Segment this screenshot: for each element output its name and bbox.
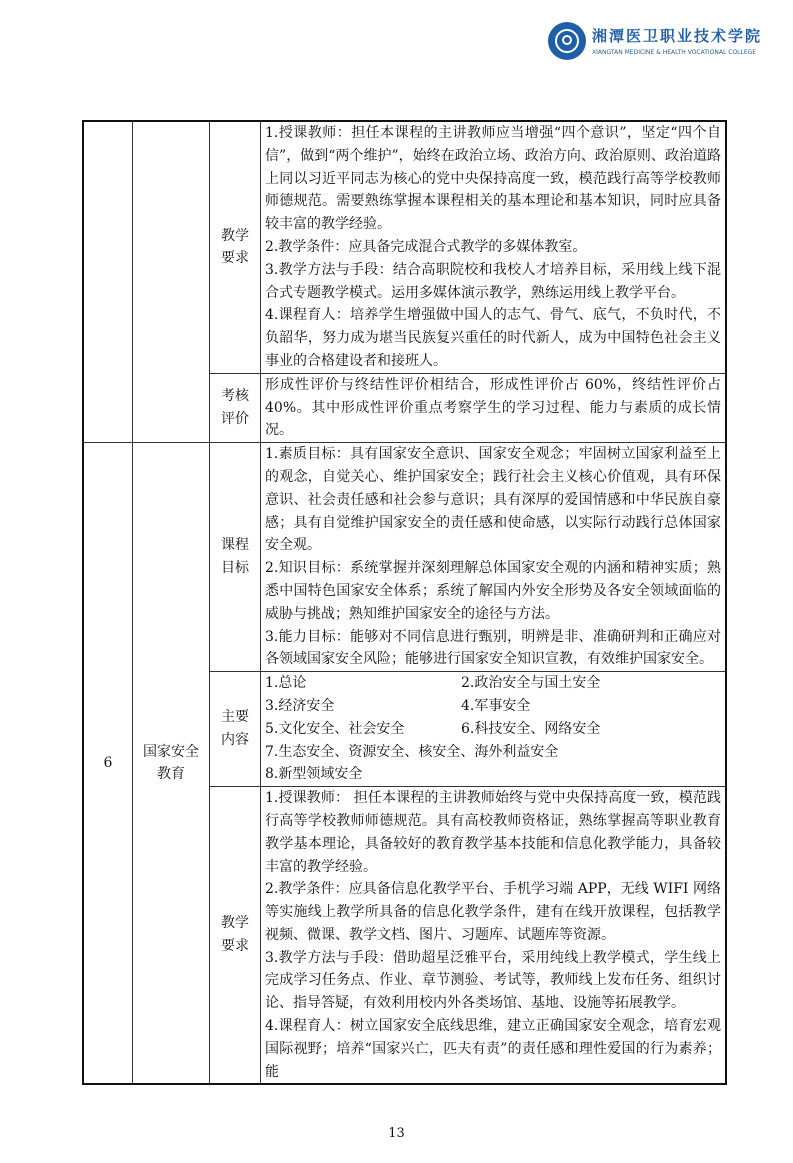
assessment-label: 考核评价 — [221, 388, 249, 427]
teaching-req-cell — [261, 787, 727, 1085]
college-seal-icon — [548, 22, 586, 60]
teaching-req-label: 教学要求 — [221, 227, 249, 267]
course-table — [82, 120, 727, 1085]
paragraph: 4.课程育人：树立国家安全底线思维，建立正确国家安全观念，培育宏观国际视野；培养“国家兴亡，匹夫有责”的责任感和理性爱国的行为素养；能 — [265, 1018, 721, 1080]
page-number: 13 — [388, 1126, 405, 1142]
paragraph: 3.教学方法与手段：结合高职院校和我校人才培养目标，采用线上线下混合式专题教学模式。运用多媒体演示教学，熟练运用线上教学平台。 — [265, 261, 721, 301]
label-cell — [210, 443, 261, 672]
logo-chinese-name: 湘潭医卫职业技术学院 — [592, 26, 763, 45]
label-cell — [210, 373, 261, 442]
table-row — [83, 121, 726, 373]
goals-cell — [261, 443, 727, 672]
number-cell-empty — [83, 121, 133, 443]
goals-label: 课程目标 — [221, 537, 249, 577]
assessment-cell — [261, 373, 727, 442]
paragraph: 形成性评价与终结性评价相结合，形成性评价占 60%，终结性评价占 40%。其中形成性评价重点考察学生的学习过程、能力与素质的成长情况。 — [265, 376, 721, 439]
paragraph: 3.能力目标：能够对不同信息进行甄别，明辨是非、准确研判和正确应对各领域国家安全风险；能够进行国家安全知识宣教，有效维护国家安全。 — [265, 628, 721, 668]
content-item: 5.文化安全、社会安全 — [265, 720, 405, 737]
paragraph: 3.教学方法与手段：借助超星泛雅平台，采用纯线上教学模式，学生线上完成学习任务点、作业、章节测验、考试等，教师线上发布任务、组织讨论、指导答疑，有效利用校内外各类场馆、基地、设施等拓展教学。 — [265, 949, 721, 1012]
content-item: 8.新型领域安全 — [265, 766, 363, 783]
content-cell — [261, 672, 727, 787]
label-cell — [210, 672, 261, 787]
content-item: 3.经济安全 — [265, 697, 335, 714]
content-item: 7.生态安全、资源安全、核安全、海外利益安全 — [265, 743, 559, 760]
paragraph: 2.教学条件：应具备完成混合式教学的多媒体教室。 — [265, 238, 587, 255]
content-item: 1.总论 — [265, 675, 307, 692]
label-cell — [210, 121, 261, 373]
course-name — [133, 443, 210, 1085]
paragraph: 1.授课教师： 担任本课程的主讲教师始终与党中央保持高度一致，模范践行高等学校教师师德规范。具有高校教师资格证，熟练掌握高等职业教育教学基本理论，具备较好的教育教学基本技能和信息化教学能力，具备较丰富的教学经验。 — [265, 790, 721, 875]
label-cell — [210, 787, 261, 1085]
content-item: 6.科技安全、网络安全 — [461, 720, 601, 737]
table-row — [83, 443, 726, 672]
teaching-req-label: 教学要求 — [221, 915, 249, 955]
row-number: 6 — [83, 443, 133, 1085]
course-cell-empty — [133, 121, 210, 443]
content-label: 主要内容 — [221, 709, 249, 749]
content-item: 2.政治安全与国土安全 — [461, 675, 601, 692]
paragraph: 2.知识目标：系统掌握并深刻理解总体国家安全观的内涵和精神实质；熟悉中国特色国家安全体系；系统了解国内外安全形势及各安全领域面临的威胁与挑战；熟知维护国家安全的途径与方法。 — [265, 560, 721, 622]
content-item: 4.军事安全 — [461, 697, 531, 714]
logo-english-name: XIANGTAN MEDICINE & HEALTH VOCATIONAL COLLEGE — [592, 48, 757, 56]
paragraph: 1.授课教师：担任本课程的主讲教师应当增强“四个意识”，坚定“四个自信”，做到“两个维护”，始终在政治立场、政治方向、政治原则、政治道路上同以习近平同志为核心的党中央保持高度一致，模范践行高等学校教师师德规范。需要熟练掌握本课程相关的基本理论和基本知识，同时应具备较丰富的教学经验。 — [265, 125, 721, 233]
college-logo — [548, 22, 762, 60]
paragraph: 2.教学条件：应具备信息化教学平台、手机学习端 APP，无线 WIFI 网络等实施线上教学所具备的信息化教学条件，建有在线开放课程，包括教学视频、微课、教学文档、图片、习题库、试题库等资源。 — [265, 881, 721, 943]
paragraph: 1.素质目标：具有国家安全意识、国家安全观念；牢固树立国家利益至上的观念，自觉关心、维护国家安全；践行社会主义核心价值观，具有环保意识、社会责任感和社会参与意识；具有深厚的爱国情感和中华民族自豪感；具有自觉维护国家安全的责任感和使命感，以实际行动践行总体国家安全观。 — [265, 446, 721, 554]
teaching-req-cell — [261, 121, 727, 373]
course-name-text: 国家安全教育 — [143, 743, 199, 783]
paragraph: 4.课程育人：培养学生增强做中国人的志气、骨气、底气，不负时代，不负韶华，努力成为堪当民族复兴重任的时代新人，成为中国特色社会主义事业的合格建设者和接班人。 — [265, 307, 721, 369]
